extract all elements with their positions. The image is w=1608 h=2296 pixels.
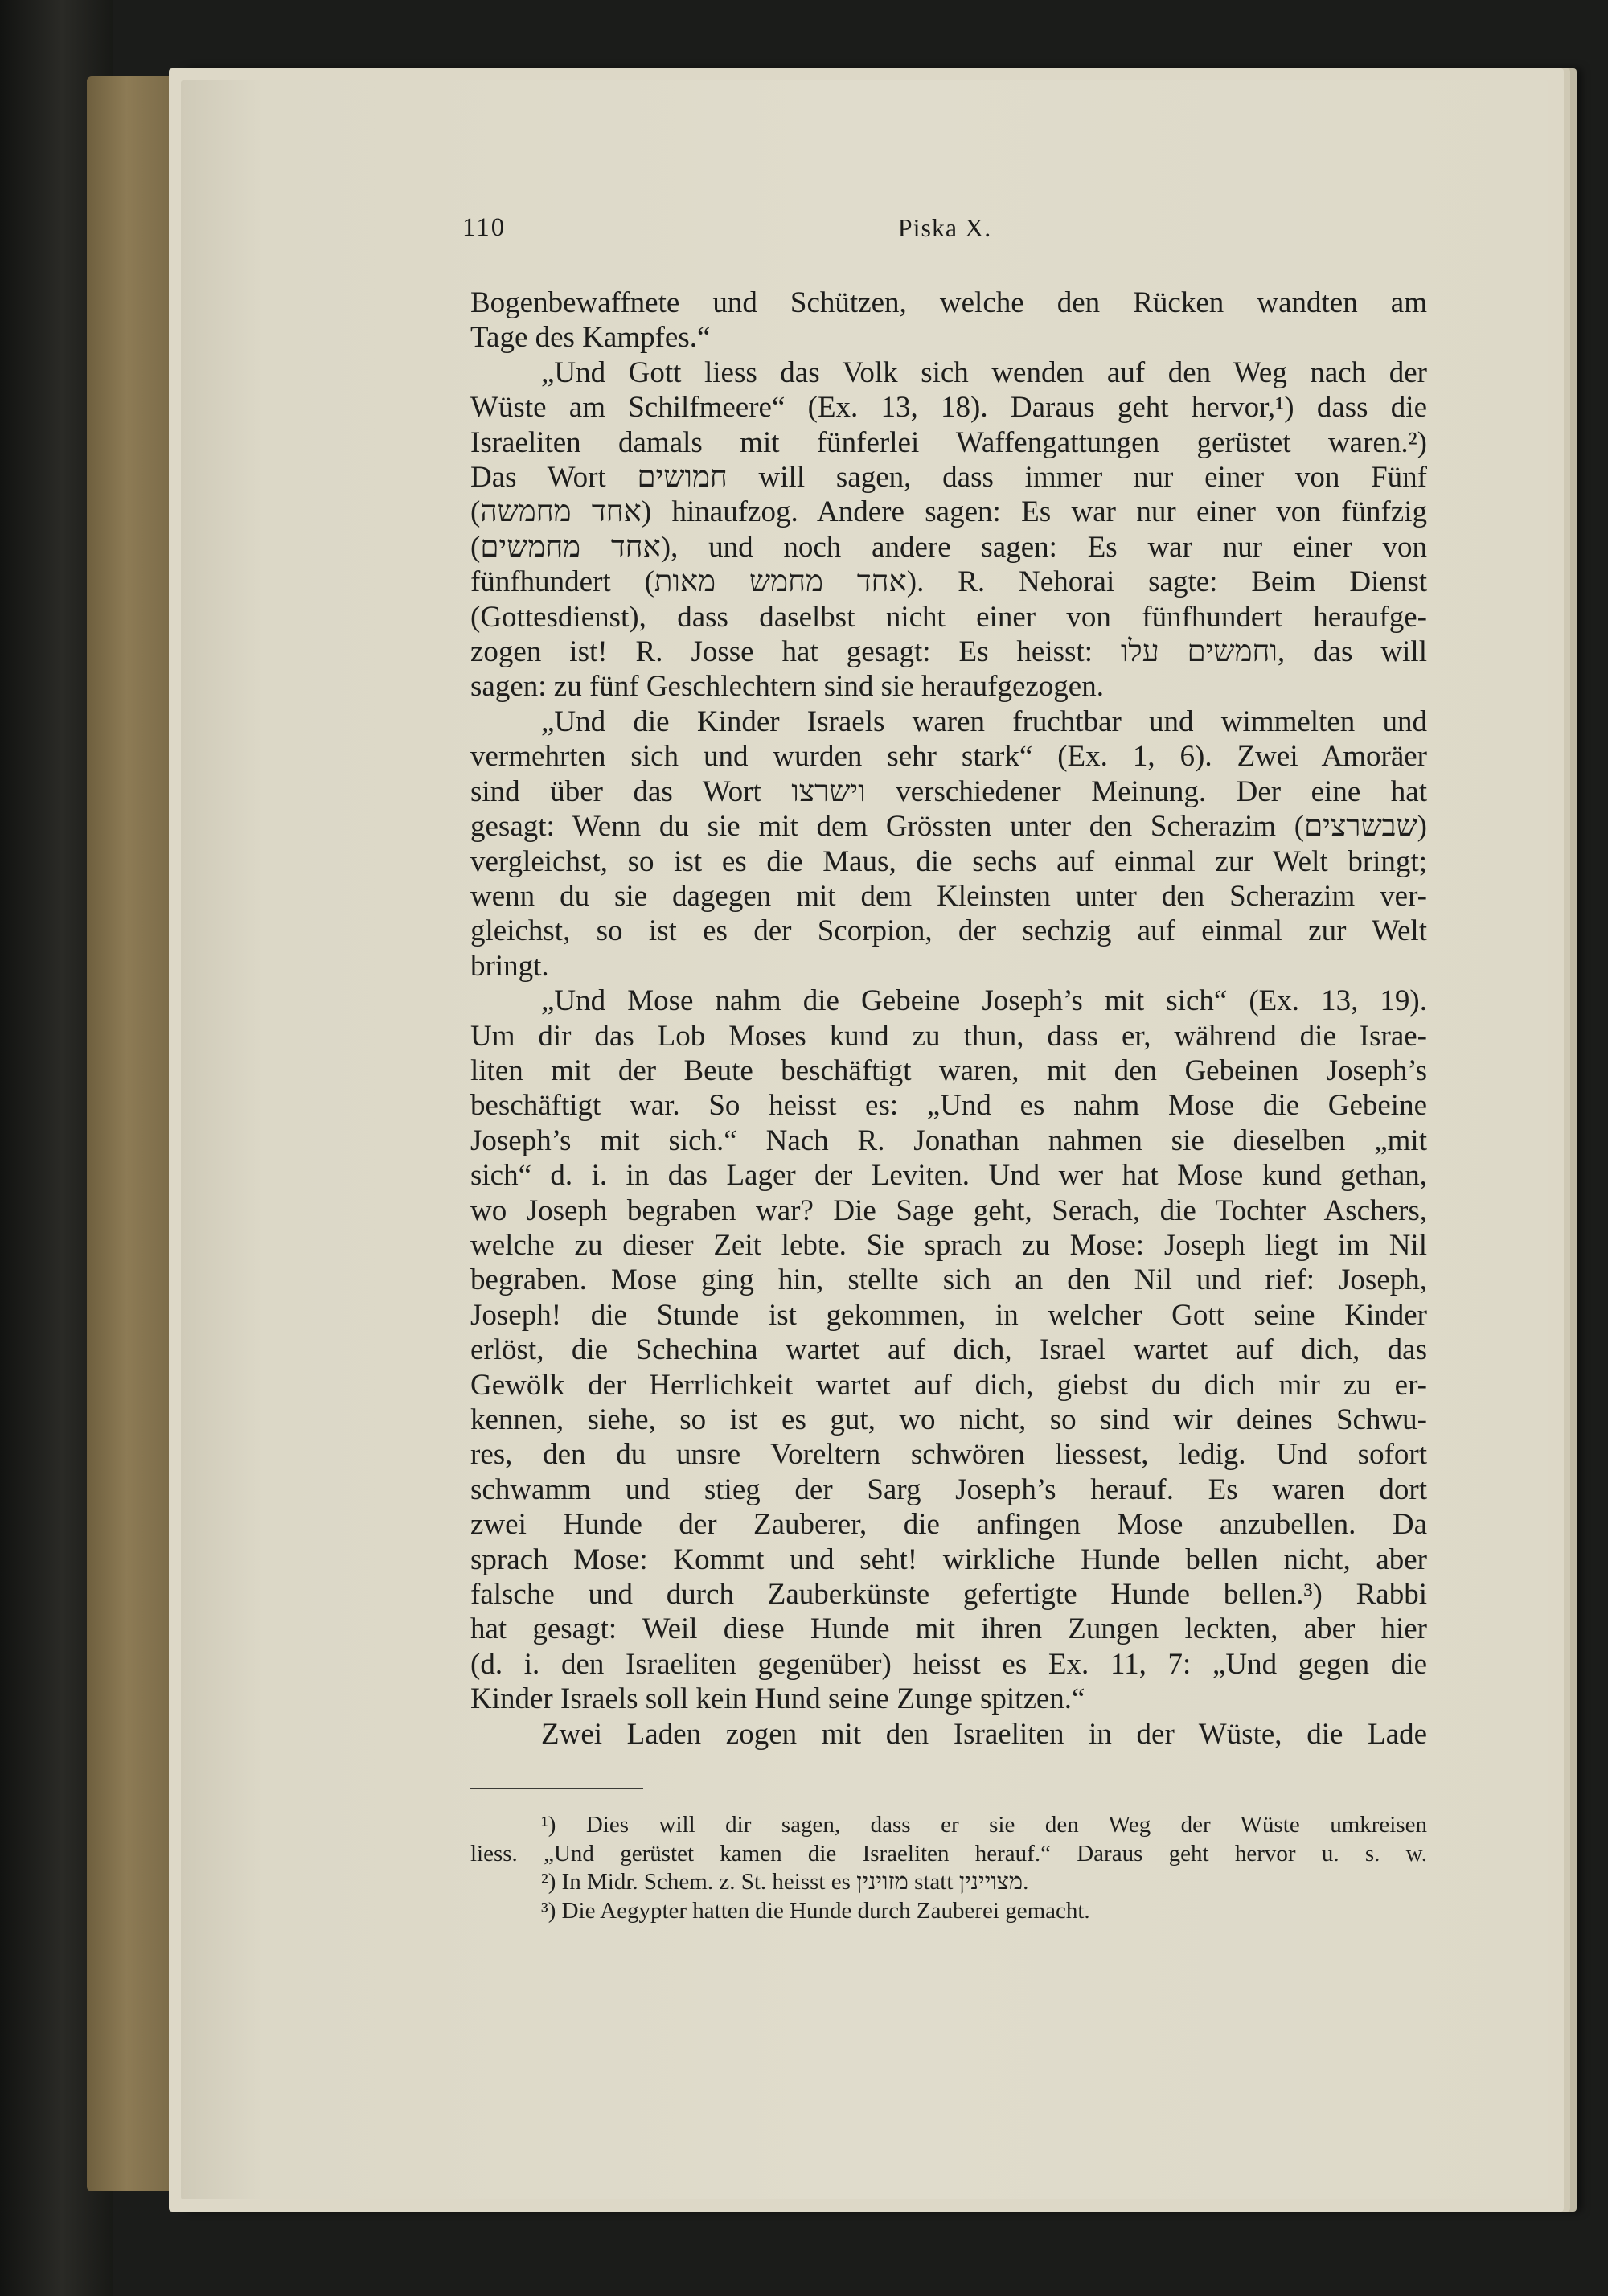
text-line: Bogenbewaffnete und Schützen, welche den Rücken wandten am (470, 286, 1427, 319)
text-line: sagen: zu fünf Geschlechtern sind sie heraufgezogen. (470, 670, 1104, 704)
text-line: Tage des Kampfes.“ (470, 321, 711, 355)
text-line: Israeliten damals mit fünferlei Waffengattungen gerüstet waren.²) (470, 425, 1427, 459)
footnote-divider (470, 1788, 643, 1789)
text-line: zwei Hunde der Zauberer, die anfingen Mose anzubellen. Da (470, 1508, 1427, 1542)
text-line: Wüste am Schilfmeere“ (Ex. 13, 18). Daraus geht hervor,¹) dass die (470, 391, 1427, 425)
text-line: bringt. (470, 949, 549, 983)
text-line: (Gottesdienst), dass daselbst nicht einer von fünfhundert heraufge- (470, 600, 1427, 634)
text-line: zogen ist! R. Josse hat gesagt: Es heisst: וחמשים עלו, das will (470, 635, 1427, 669)
footnote-line: ³) Die Aegypter hatten die Hunde durch Zauberei gemacht. (541, 1897, 1090, 1924)
page-header (462, 213, 1427, 253)
text-line: falsche und durch Zauberkünste gefertigte Hunde bellen.³) Rabbi (470, 1578, 1427, 1612)
text-line: welche zu dieser Zeit lebte. Sie sprach zu Mose: Joseph liegt im Nil (470, 1228, 1427, 1262)
text-line: vergleichst, so ist es die Maus, die sechs auf einmal zur Welt bringt; (470, 844, 1427, 878)
text-line: fünfhundert (אחד מחמש מאות). R. Nehorai sagte: Beim Dienst (470, 565, 1428, 599)
text-line: gleichst, so ist es der Scorpion, der sechzig auf einmal zur Welt (470, 914, 1427, 948)
footnote-line: ¹) Dies will dir sagen, dass er sie den Weg der Wüste umkreisen (541, 1812, 1427, 1838)
running-head: Piska X. (897, 213, 992, 242)
text-line: Joseph’s mit sich.“ Nach R. Jonathan nahmen sie dieselben „mit (470, 1123, 1427, 1157)
text-line: (אחד מחמשים), und noch andere sagen: Es war nur einer von (470, 530, 1427, 564)
text-line: res, den du unsre Voreltern schwören liessest, ledig. Und sofort (470, 1438, 1427, 1472)
body-text (470, 285, 1427, 1752)
text-line: Zwei Laden zogen mit den Israeliten in der Wüste, die Lade (541, 1717, 1427, 1751)
text-line: vermehrten sich und wurden sehr stark“ (Ex. 1, 6). Zwei Amoräer (470, 740, 1427, 774)
text-line: sich“ d. i. in das Lager der Leviten. Und wer hat Mose kund gethan, (470, 1159, 1427, 1193)
text-line: gesagt: Wenn du sie mit dem Grössten unter den Scherazim (שבשרצים) (470, 810, 1427, 844)
footnote-line: liess. „Und gerüstet kamen die Israeliten herauf.“ Daraus geht hervor u. s. w. (470, 1840, 1427, 1867)
footnote-line: ²) In Midr. Schem. z. St. heisst es מזוינין statt מצויינין. (541, 1869, 1029, 1895)
text-line: sprach Mose: Kommt und seht! wirkliche Hunde bellen nicht, aber (470, 1542, 1427, 1576)
text-line: Kinder Israels soll kein Hund seine Zunge spitzen.“ (470, 1682, 1085, 1716)
text-line: wenn du sie dagegen mit dem Kleinsten unter den Scherazim ver- (470, 879, 1427, 913)
text-line: liten mit der Beute beschäftigt waren, mit den Gebeinen Joseph’s (470, 1054, 1427, 1087)
text-line: Das Wort חמושים will sagen, dass immer nur einer von Fünf (470, 461, 1427, 495)
page-number: 110 (462, 213, 507, 242)
text-line: Joseph! die Stunde ist gekommen, in welcher Gott seine Kinder (470, 1298, 1427, 1332)
text-line: wo Joseph begraben war? Die Sage geht, Serach, die Tochter Aschers, (470, 1193, 1427, 1227)
text-line: (d. i. den Israeliten gegenüber) heisst es Ex. 11, 7: „Und gegen die (470, 1647, 1427, 1681)
text-line: begraben. Mose ging hin, stellte sich an den Nil und rief: Joseph, (470, 1263, 1427, 1297)
text-line: kennen, siehe, so ist es gut, wo nicht, so sind wir deines Schwu- (470, 1403, 1427, 1436)
text-line: erlöst, die Schechina wartet auf dich, Israel wartet auf dich, das (470, 1333, 1427, 1367)
footnotes (470, 1811, 1427, 1925)
text-line: „Und die Kinder Israels waren fruchtbar und wimmelten und (541, 704, 1427, 738)
text-line: beschäftigt war. So heisst es: „Und es nahm Mose die Gebeine (470, 1089, 1427, 1123)
page-edges (87, 76, 175, 2191)
text-line: (אחד מחמשה) hinaufzog. Andere sagen: Es war nur einer von fünfzig (470, 495, 1427, 529)
text-line: „Und Mose nahm die Gebeine Joseph’s mit sich“ (Ex. 13, 19). (541, 984, 1427, 1018)
text-line: sind über das Wort וישרצו verschiedener Meinung. Der eine hat (470, 774, 1428, 808)
text-line: Gewölk der Herrlichkeit wartet auf dich, giebst du dich mir zu er- (470, 1368, 1427, 1402)
text-line: hat gesagt: Weil diese Hunde mit ihren Zungen leckten, aber hier (470, 1612, 1427, 1646)
text-line: Um dir das Lob Moses kund zu thun, dass er, während die Israe- (470, 1019, 1427, 1053)
text-line: „Und Gott liess das Volk sich wenden auf den Weg nach der (541, 355, 1427, 389)
text-line: schwamm und stieg der Sarg Joseph’s herauf. Es waren dort (470, 1472, 1427, 1506)
